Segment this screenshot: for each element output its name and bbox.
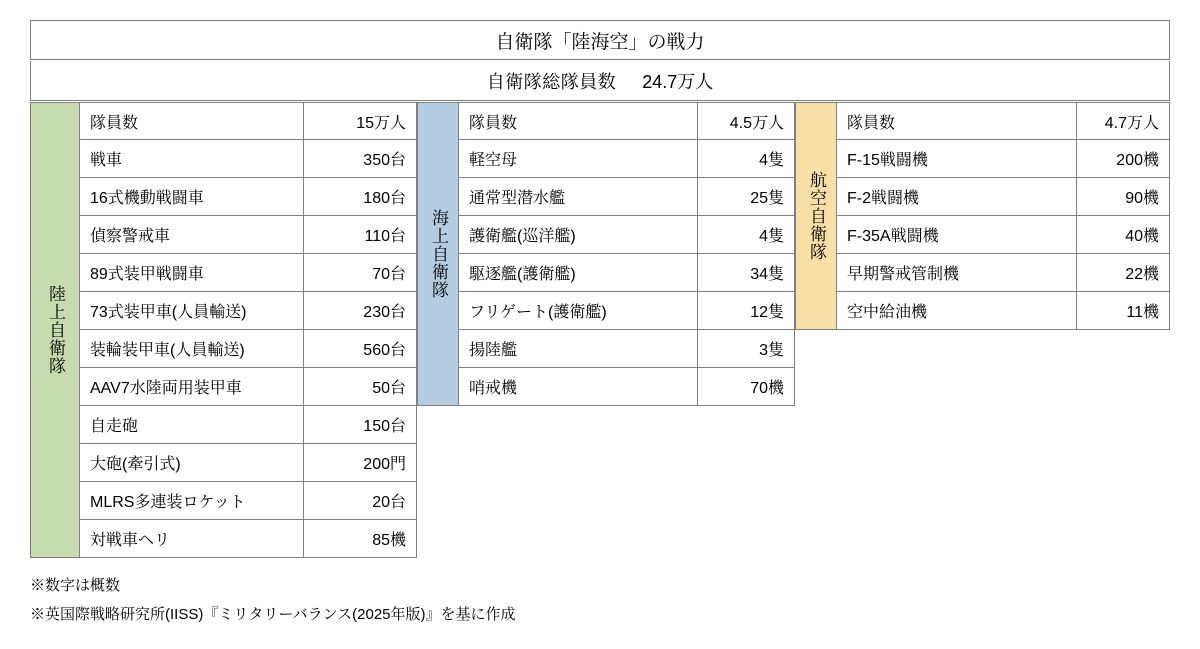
item-value: 70台	[304, 254, 417, 292]
table-row	[837, 102, 1170, 140]
item-name: 大砲(牽引式)	[80, 444, 304, 482]
item-name: 隊員数	[80, 102, 304, 140]
item-name: 対戦車ヘリ	[80, 520, 304, 558]
table-row	[837, 140, 1170, 178]
item-value: 25隻	[698, 178, 795, 216]
table-row	[80, 140, 417, 178]
item-name: 装輪装甲車(人員輸送)	[80, 330, 304, 368]
table-row	[80, 102, 417, 140]
item-name: F-2戦闘機	[837, 178, 1077, 216]
page-title-text: 自衛隊「陸海空」の戦力	[495, 31, 705, 53]
table-row	[80, 216, 417, 254]
item-value: 200機	[1077, 140, 1170, 178]
table-row	[80, 444, 417, 482]
item-name: 早期警戒管制機	[837, 254, 1077, 292]
item-name: 駆逐艦(護衛艦)	[459, 254, 698, 292]
item-value: 50台	[304, 368, 417, 406]
item-name: 73式装甲車(人員輸送)	[80, 292, 304, 330]
item-value: 70機	[698, 368, 795, 406]
item-name: 軽空母	[459, 140, 698, 178]
force-block-ground	[30, 102, 417, 558]
force-block-air	[795, 102, 1170, 330]
item-value: 110台	[304, 216, 417, 254]
force-label-air: 航空自衛隊	[795, 102, 837, 330]
item-value: 11機	[1077, 292, 1170, 330]
item-name: 戦車	[80, 140, 304, 178]
item-name: フリゲート(護衛艦)	[459, 292, 698, 330]
item-value: 4.5万人	[698, 102, 795, 140]
item-name: 偵察警戒車	[80, 216, 304, 254]
item-name: 89式装甲戦闘車	[80, 254, 304, 292]
item-name: AAV7水陸両用装甲車	[80, 368, 304, 406]
table-row	[80, 254, 417, 292]
table-row	[837, 292, 1170, 330]
item-value: 15万人	[304, 102, 417, 140]
item-value: 34隻	[698, 254, 795, 292]
item-name: 自走砲	[80, 406, 304, 444]
item-name: 揚陸艦	[459, 330, 698, 368]
table-row	[459, 140, 795, 178]
item-name: 通常型潜水艦	[459, 178, 698, 216]
item-value: 180台	[304, 178, 417, 216]
table-row	[80, 292, 417, 330]
item-value: 20台	[304, 482, 417, 520]
item-name: 護衛艦(巡洋艦)	[459, 216, 698, 254]
item-value: 40機	[1077, 216, 1170, 254]
force-rows-ground	[80, 102, 417, 558]
item-value: 230台	[304, 292, 417, 330]
table-row	[80, 368, 417, 406]
table-row	[459, 330, 795, 368]
table-row	[459, 102, 795, 140]
item-value: 85機	[304, 520, 417, 558]
total-personnel-label: 自衛隊総隊員数	[486, 71, 617, 92]
table-row	[459, 216, 795, 254]
item-value: 4隻	[698, 216, 795, 254]
item-value: 560台	[304, 330, 417, 368]
footnotes	[30, 572, 516, 629]
table-row	[80, 520, 417, 558]
item-name: 16式機動戦闘車	[80, 178, 304, 216]
force-block-maritime	[417, 102, 795, 406]
table-row	[837, 178, 1170, 216]
table-row	[459, 254, 795, 292]
item-value: 3隻	[698, 330, 795, 368]
table-row	[80, 178, 417, 216]
table-row	[459, 178, 795, 216]
footnote: ※英国際戦略研究所(IISS)『ミリタリーバランス(2025年版)』を基に作成	[30, 605, 516, 623]
item-value: 200門	[304, 444, 417, 482]
item-value: 90機	[1077, 178, 1170, 216]
item-value: 350台	[304, 140, 417, 178]
item-name: 哨戒機	[459, 368, 698, 406]
table-row	[837, 254, 1170, 292]
force-label-maritime: 海上自衛隊	[417, 102, 459, 406]
total-personnel-value: 24.7万人	[642, 71, 714, 92]
item-name: 隊員数	[837, 102, 1077, 140]
item-name: F-35A戦闘機	[837, 216, 1077, 254]
table-row	[80, 330, 417, 368]
item-name: MLRS多連装ロケット	[80, 482, 304, 520]
item-value: 150台	[304, 406, 417, 444]
force-rows-maritime	[459, 102, 795, 406]
table-row	[459, 292, 795, 330]
total-personnel-row	[30, 61, 1170, 101]
force-rows-air	[837, 102, 1170, 330]
table-row	[80, 406, 417, 444]
item-value: 22機	[1077, 254, 1170, 292]
item-name: 空中給油機	[837, 292, 1077, 330]
page-title	[30, 20, 1170, 60]
item-value: 4.7万人	[1077, 102, 1170, 140]
item-value: 12隻	[698, 292, 795, 330]
table-row	[837, 216, 1170, 254]
table-row	[80, 482, 417, 520]
item-value: 4隻	[698, 140, 795, 178]
table-row	[459, 368, 795, 406]
footnote: ※数字は概数	[30, 577, 121, 594]
item-name: 隊員数	[459, 102, 698, 140]
item-name: F-15戦闘機	[837, 140, 1077, 178]
force-label-ground: 陸上自衛隊	[30, 102, 80, 558]
